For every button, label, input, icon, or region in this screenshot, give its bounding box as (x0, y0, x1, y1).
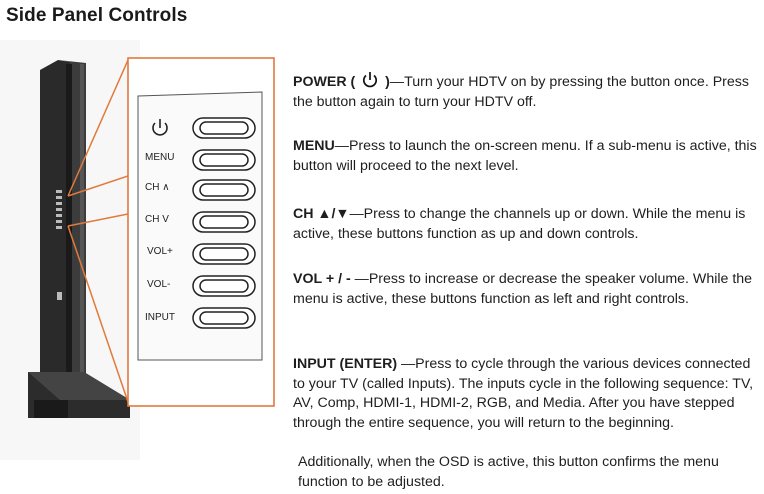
btn-label-ch-up: CH ∧ (145, 182, 170, 193)
btn-label-vol-up: VOL+ (147, 246, 173, 257)
side-panel-figure (0, 0, 290, 494)
desc-input (293, 355, 759, 433)
vol-down-button[interactable] (193, 276, 255, 296)
btn-label-menu: MENU (145, 152, 175, 163)
text-input: —Press to cycle through the various devices connected to your TV (called Inputs). The inputs cycle in the following sequence: TV, AV, Comp, HDMI-1, HDMI-2, RGB, and Media. After you have stepped through the entire sequence, you will return to the beginning. (293, 356, 754, 431)
desc-ch (293, 205, 759, 244)
btn-label-vol-down: VOL- (147, 279, 171, 290)
text-power: —Turn your HDTV on by pressing the button once. Press the button again to turn your HDTV off. (293, 74, 749, 110)
term-menu: MENU (293, 138, 335, 154)
term-input: INPUT (ENTER) (293, 356, 398, 372)
page-title: Side Panel Controls (6, 5, 188, 26)
text-additional: Additionally, when the OSD is active, this button confirms the menu function to be adjusted. (298, 454, 719, 490)
text-menu: —Press to launch the on-screen menu. If a sub-menu is active, this button will proceed to the next level. (293, 138, 757, 174)
term-vol: VOL + / - (293, 271, 351, 287)
ch-up-button[interactable] (193, 180, 255, 200)
desc-menu (293, 137, 759, 176)
text-vol: —Press to increase or decrease the speaker volume. While the menu is active, these buttons function as left and right controls. (293, 271, 753, 307)
desc-power (293, 71, 759, 112)
input-button[interactable] (193, 308, 255, 328)
term-ch: CH ▲/▼ (293, 206, 350, 222)
menu-button[interactable] (193, 150, 255, 170)
text-ch: —Press to change the channels up or down. While the menu is active, these buttons function as up and down controls. (293, 206, 746, 242)
desc-additional (298, 453, 764, 492)
ch-down-button[interactable] (193, 212, 255, 232)
term-power-b: ) (385, 74, 390, 90)
term-power-a: POWER ( (293, 74, 356, 90)
vol-up-button[interactable] (193, 244, 255, 264)
btn-label-ch-down: CH V (145, 214, 169, 225)
btn-label-input: INPUT (145, 312, 175, 323)
desc-vol (293, 270, 759, 309)
power-button[interactable] (193, 118, 255, 138)
power-icon (361, 71, 379, 89)
